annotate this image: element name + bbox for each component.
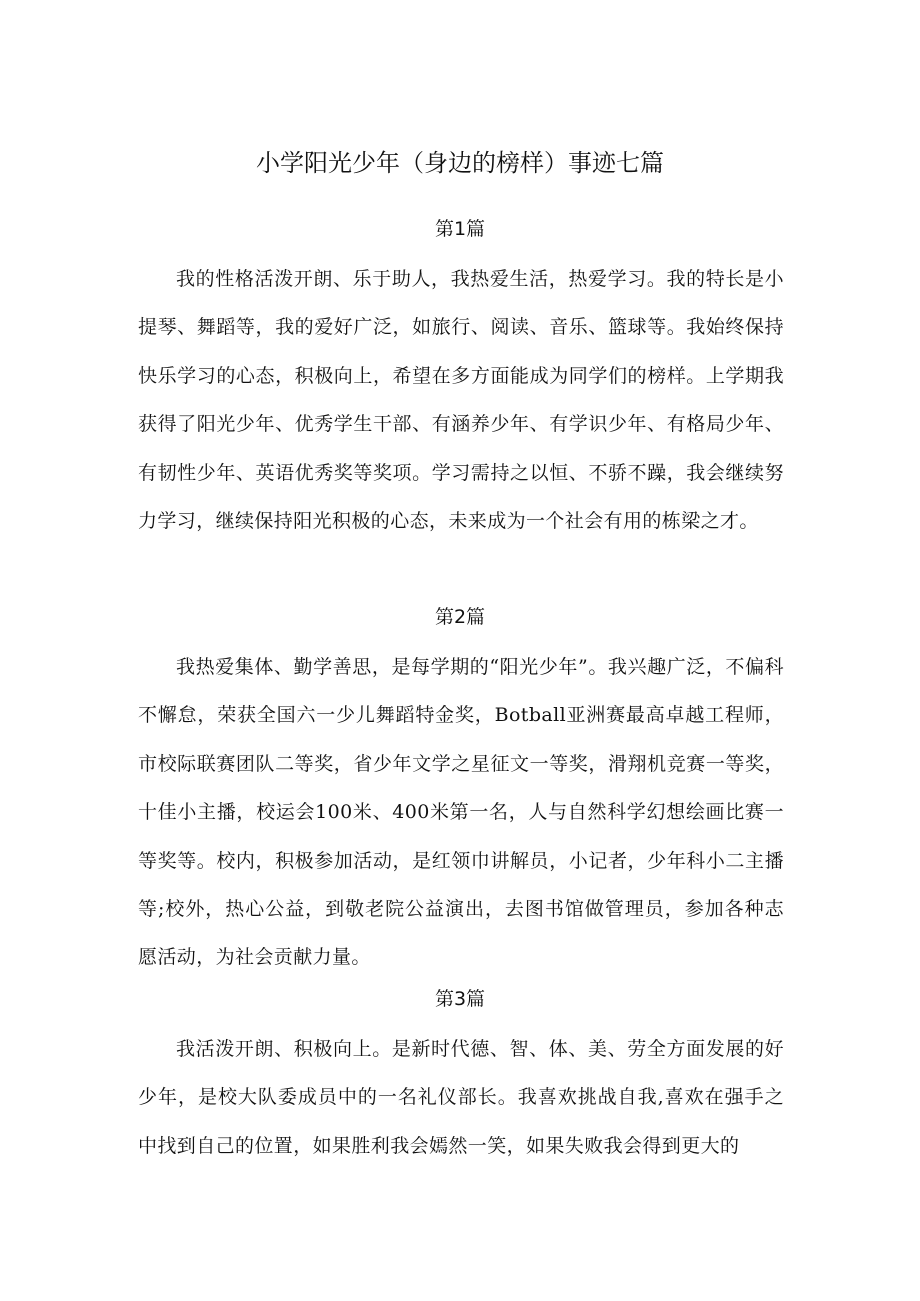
section-heading-1: 第1篇 bbox=[434, 218, 486, 240]
section-paragraph-2: 我热爱集体、勤学善思，是每学期的“阳光少年”。我兴趣广泛，不偏科不懈怠，荣获全国六一少儿舞蹈特金奖，Botball亚洲赛最高卓越工程师，市校际联赛团队二等奖，省少年文学之星征文一等奖，滑翔机竞赛一等奖，十佳小主播，校运会100米、400米第一名，人与自然科学幻想绘画比赛一等奖等。校内，积极参加活动，是红领巾讲解员，小记者，少年科小二主播等;校外，热心公益，到敬老院公益演出，去图书馆做管理员，参加各种志愿活动，为社会贡献力量。 bbox=[138, 656, 784, 969]
section-paragraph-1: 我的性格活泼开朗、乐于助人，我热爱生活，热爱学习。我的特长是小提琴、舞蹈等，我的爱好广泛，如旅行、阅读、音乐、篮球等。我始终保持快乐学习的心态，积极向上，希望在多方面能成为同学们的榜样。上学期我获得了阳光少年、优秀学生干部、有涵养少年、有学识少年、有格局少年、有韧性少年、英语优秀奖等奖项。学习需持之以恒、不骄不躁，我会继续努力学习，继续保持阳光积极的心态，未来成为一个社会有用的栋梁之才。 bbox=[138, 268, 784, 533]
section-heading-3: 第3篇 bbox=[434, 988, 486, 1010]
section-heading-2: 第2篇 bbox=[434, 606, 486, 628]
document-title: 小学阳光少年（身边的榜样）事迹七篇 bbox=[256, 149, 664, 177]
section-paragraph-3: 我活泼开朗、积极向上。是新时代德、智、体、美、劳全方面发展的好少年，是校大队委成员中的一名礼仪部长。我喜欢挑战自我,喜欢在强手之中找到自己的位置，如果胜利我会嫣然一笑，如果失败我会得到更大的 bbox=[138, 1038, 784, 1157]
